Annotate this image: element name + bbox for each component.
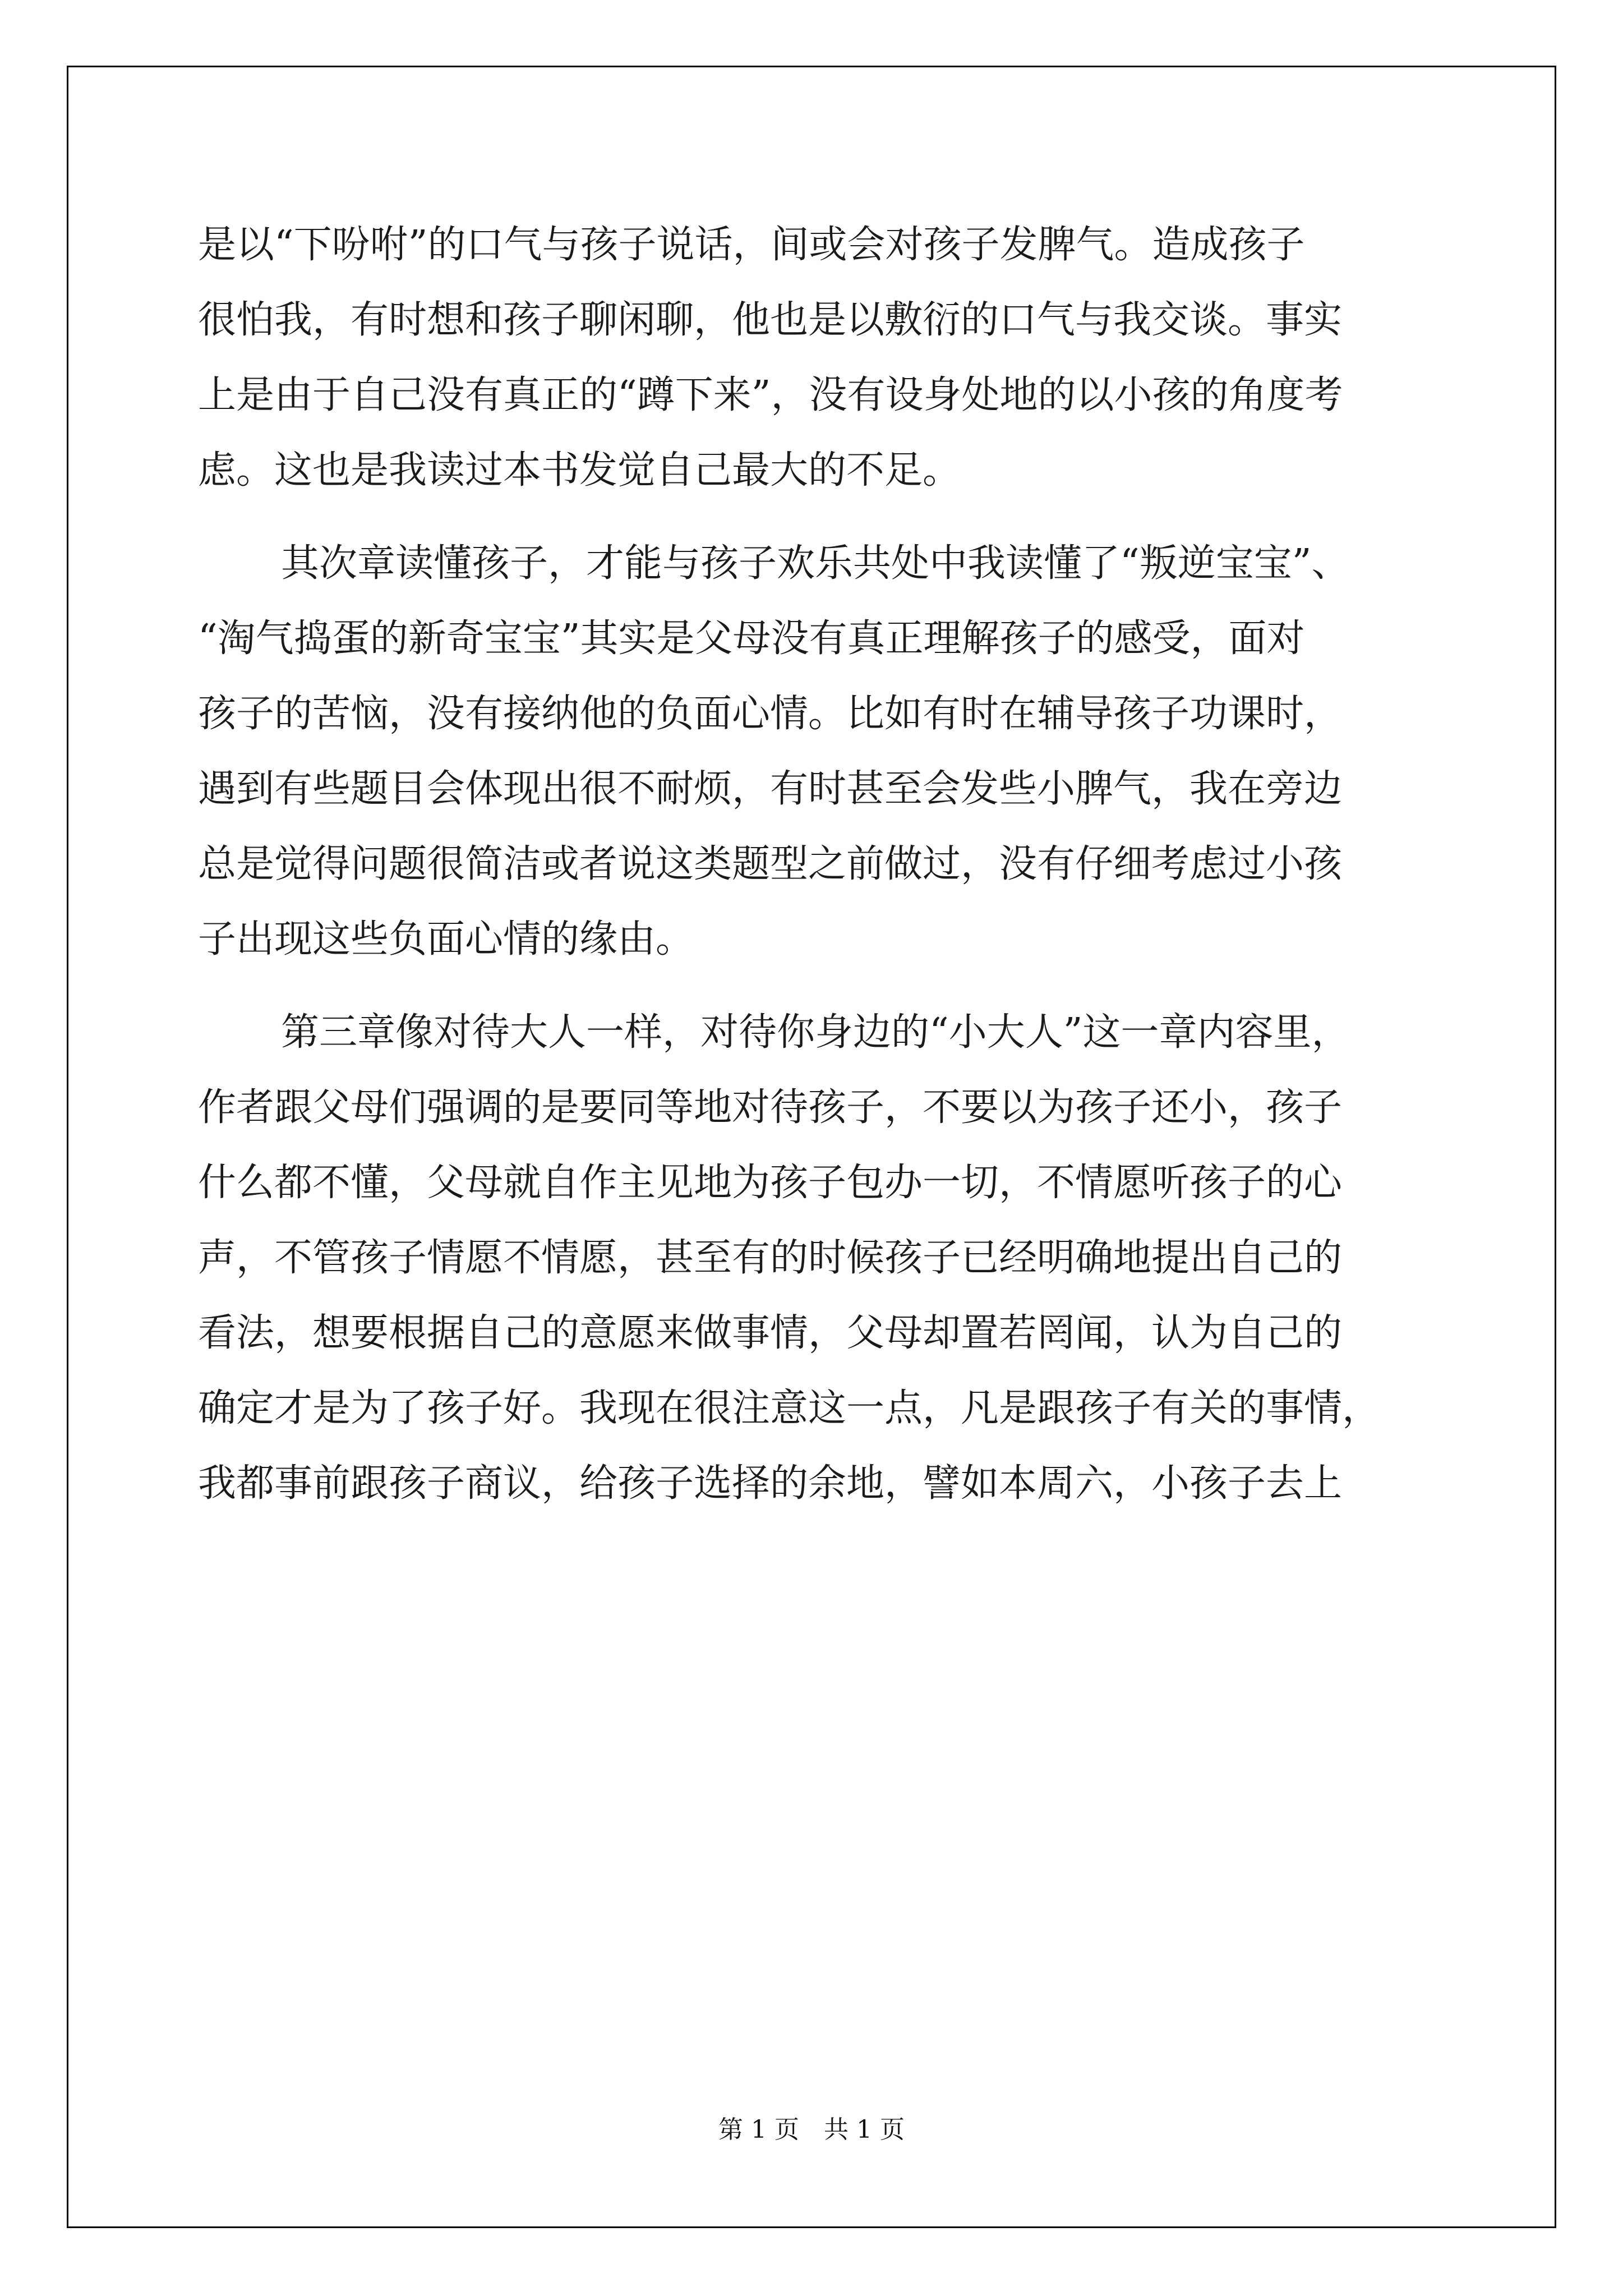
text-line: “淘气捣蛋的新奇宝宝”其实是父母没有真正理解孩子的感受，面对 xyxy=(198,616,1305,661)
text-line: 总是觉得问题很简洁或者说这类题型之前做过，没有仔细考虑过小孩 xyxy=(198,842,1343,886)
text-line: 看法，想要根据自己的意愿来做事情，父母却置若罔闻，认为自己的 xyxy=(198,1311,1343,1355)
text-line: 第三章像对待大人一样，对待你身边的“小大人”这一章内容里， xyxy=(281,1010,1350,1055)
text-line: 遇到有些题目会体现出很不耐烦，有时甚至会发些小脾气，我在旁边 xyxy=(198,767,1343,811)
text-line: 我都事前跟孩子商议，给孩子选择的余地，譬如本周六，小孩子去上 xyxy=(198,1461,1343,1506)
text-line: 什么都不懂，父母就自作主见地为孩子包办一切，不情愿听孩子的心 xyxy=(198,1161,1343,1205)
text-line: 其次章读懂孩子，才能与孩子欢乐共处中我读懂了“叛逆宝宝”、 xyxy=(281,541,1350,586)
text-line: 确定才是为了孩子好。我现在很注意这一点，凡是跟孩子有关的事情， xyxy=(198,1386,1381,1430)
text-line: 孩子的苦恼，没有接纳他的负面心情。比如有时在辅导孩子功课时， xyxy=(198,692,1343,736)
text-line: 上是由于自己没有真正的“蹲下来”，没有设身处地的以小孩的角度考 xyxy=(198,373,1343,417)
document-body xyxy=(198,208,1437,1521)
text-line: 声，不管孩子情愿不情愿，甚至有的时候孩子已经明确地提出自己的 xyxy=(198,1236,1343,1280)
text-line: 作者跟父母们强调的是要同等地对待孩子，不要以为孩子还小，孩子 xyxy=(198,1085,1343,1130)
text-line: 虑。这也是我读过本书发觉自己最大的不足。 xyxy=(198,448,961,493)
text-line: 子出现这些负面心情的缘由。 xyxy=(198,917,694,961)
text-line: 很怕我，有时想和孩子聊闲聊，他也是以敷衍的口气与我交谈。事实 xyxy=(198,298,1343,342)
text-line: 是以“下吩咐”的口气与孩子说话，间或会对孩子发脾气。造成孩子 xyxy=(198,223,1305,267)
page-number-footer: 第 1 页 共 1 页 xyxy=(718,2115,905,2144)
